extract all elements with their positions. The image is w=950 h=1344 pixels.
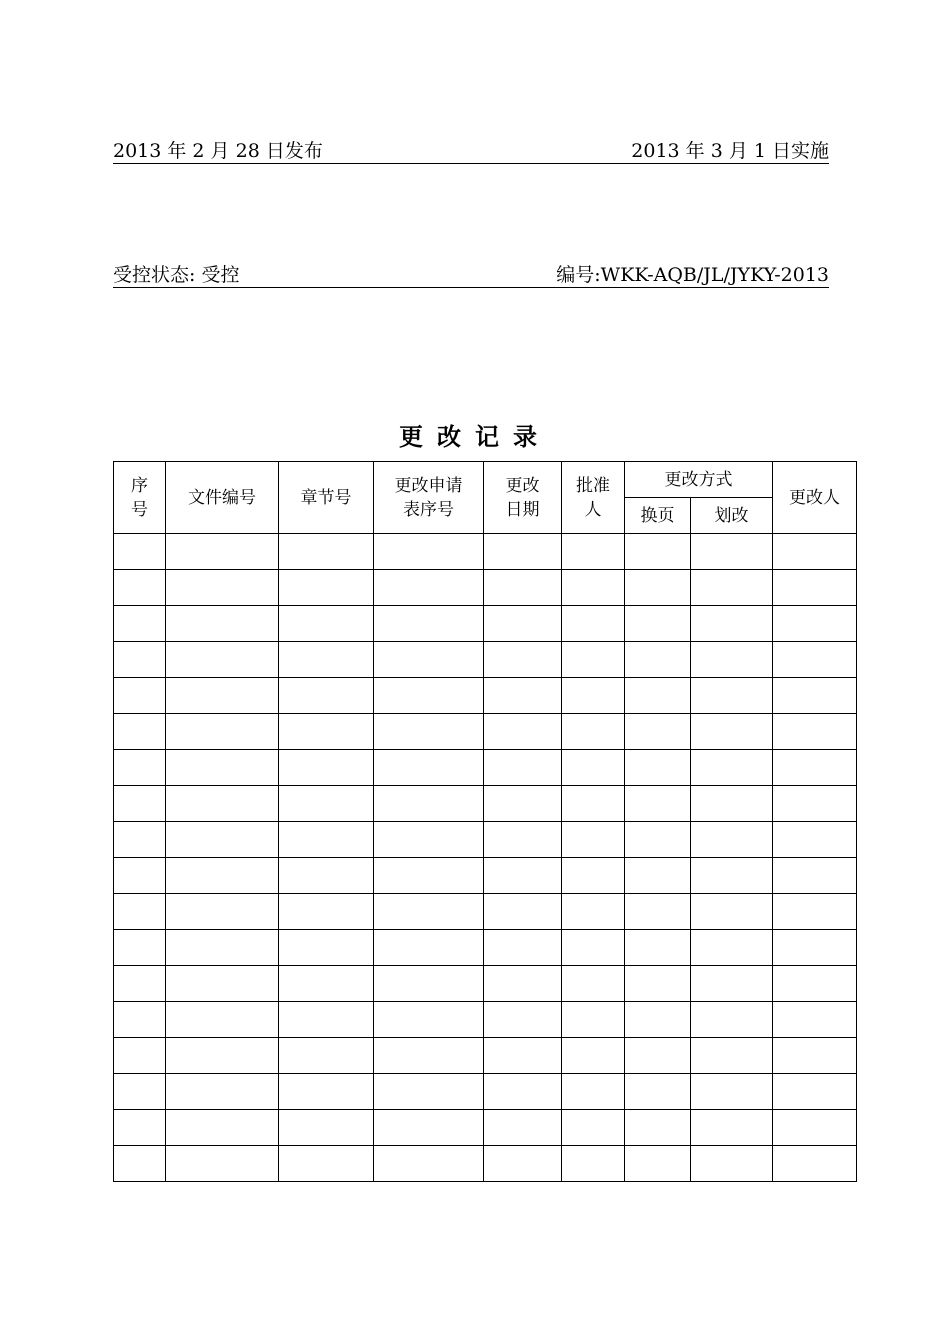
table-cell[interactable] [484,1074,562,1110]
table-cell[interactable] [374,570,484,606]
table-cell[interactable] [279,678,374,714]
table-cell[interactable] [773,1038,857,1074]
table-cell[interactable] [279,606,374,642]
header-modifier: 更改人 [773,462,857,534]
table-row [114,1038,857,1074]
table-cell[interactable] [562,822,625,858]
table-cell[interactable] [166,606,279,642]
table-cell[interactable] [166,1002,279,1038]
table-cell[interactable] [279,930,374,966]
table-cell[interactable] [484,858,562,894]
table-cell[interactable] [625,786,691,822]
table-row [114,534,857,570]
header-method-replace-page: 换页 [625,498,691,534]
table-row [114,822,857,858]
table-cell[interactable] [279,1038,374,1074]
table-row [114,930,857,966]
table-cell[interactable] [625,750,691,786]
table-cell[interactable] [114,570,166,606]
table-cell[interactable] [374,1038,484,1074]
table-cell[interactable] [374,786,484,822]
table-cell[interactable] [484,1038,562,1074]
table-cell[interactable] [166,858,279,894]
release-date: 2013 年 2 月 28 日发布 [113,140,323,162]
header-change-date-line1: 更改 [505,475,540,496]
table-cell[interactable] [562,1110,625,1146]
table-cell[interactable] [114,642,166,678]
table-cell[interactable] [562,750,625,786]
table-cell[interactable] [166,1110,279,1146]
header-seq-line1: 序 [131,475,148,496]
table-cell[interactable] [562,1038,625,1074]
table-cell[interactable] [625,606,691,642]
table-cell[interactable] [562,714,625,750]
table-cell[interactable] [773,1074,857,1110]
table-cell[interactable] [691,606,773,642]
table-cell[interactable] [484,1002,562,1038]
table-row [114,858,857,894]
table-cell[interactable] [773,714,857,750]
table-cell[interactable] [279,1074,374,1110]
table-cell[interactable] [484,606,562,642]
table-cell[interactable] [691,570,773,606]
table-cell[interactable] [562,678,625,714]
table-row [114,966,857,1002]
header-approver [562,462,625,534]
table-cell[interactable] [374,966,484,1002]
header-approver-line1: 批准 [576,475,610,496]
table-cell[interactable] [691,1074,773,1110]
table-cell[interactable] [484,966,562,1002]
table-row [114,678,857,714]
header-change-date [484,462,562,534]
table-cell[interactable] [691,642,773,678]
header-request-line2: 表序号 [403,499,454,520]
table-cell[interactable] [625,678,691,714]
table-row [114,786,857,822]
table-cell[interactable] [279,1110,374,1146]
table-cell[interactable] [374,894,484,930]
table-cell[interactable] [279,750,374,786]
table-cell[interactable] [625,1038,691,1074]
table-cell[interactable] [562,1002,625,1038]
table-cell[interactable] [374,534,484,570]
effective-date: 2013 年 3 月 1 日实施 [631,140,829,162]
table-cell[interactable] [374,858,484,894]
table-cell[interactable] [773,678,857,714]
table-cell[interactable] [625,1110,691,1146]
table-cell[interactable] [374,642,484,678]
table-cell[interactable] [625,570,691,606]
table-cell[interactable] [374,1074,484,1110]
table-cell[interactable] [279,822,374,858]
release-info-line [113,139,829,164]
table-cell[interactable] [562,1146,625,1182]
table-cell[interactable] [114,606,166,642]
table-cell[interactable] [166,570,279,606]
table-row [114,606,857,642]
table-cell[interactable] [484,750,562,786]
table-row [114,750,857,786]
table-cell[interactable] [114,1110,166,1146]
table-cell[interactable] [691,822,773,858]
table-cell[interactable] [562,1074,625,1110]
change-record-table [113,461,857,1182]
table-cell[interactable] [374,1110,484,1146]
table-cell[interactable] [279,894,374,930]
table-cell[interactable] [773,570,857,606]
table-cell[interactable] [484,570,562,606]
table-cell[interactable] [374,606,484,642]
table-cell[interactable] [691,1110,773,1146]
table-cell[interactable] [279,534,374,570]
table-cell[interactable] [279,642,374,678]
header-seq-line2: 号 [131,499,148,520]
header-request-number [374,462,484,534]
table-cell[interactable] [484,786,562,822]
table-cell[interactable] [625,1146,691,1182]
page-title: 更改记录 [399,423,551,451]
table-cell[interactable] [691,678,773,714]
table-cell[interactable] [562,642,625,678]
table-cell[interactable] [625,930,691,966]
table-cell[interactable] [773,1146,857,1182]
table-row [114,1074,857,1110]
table-cell[interactable] [374,822,484,858]
table-row [114,1146,857,1182]
table-cell[interactable] [484,930,562,966]
table-cell[interactable] [773,1002,857,1038]
table-cell[interactable] [691,894,773,930]
table-cell[interactable] [374,750,484,786]
table-cell[interactable] [625,966,691,1002]
table-cell[interactable] [625,642,691,678]
table-cell[interactable] [691,786,773,822]
header-change-date-line2: 日期 [505,499,540,520]
table-cell[interactable] [114,1074,166,1110]
table-cell[interactable] [279,714,374,750]
table-cell[interactable] [773,822,857,858]
table-cell[interactable] [166,1038,279,1074]
table-cell[interactable] [114,966,166,1002]
control-info-line [113,263,829,288]
table-cell[interactable] [625,894,691,930]
table-cell[interactable] [562,930,625,966]
table-cell[interactable] [773,858,857,894]
table-cell[interactable] [773,786,857,822]
table-cell[interactable] [773,894,857,930]
table-cell[interactable] [691,1002,773,1038]
control-status: 受控状态: 受控 [113,264,240,286]
table-cell[interactable] [691,750,773,786]
table-cell[interactable] [166,894,279,930]
table-cell[interactable] [114,750,166,786]
table-cell[interactable] [625,858,691,894]
table-cell[interactable] [773,642,857,678]
table-cell[interactable] [166,822,279,858]
table-cell[interactable] [279,1146,374,1182]
table-cell[interactable] [166,786,279,822]
table-cell[interactable] [562,534,625,570]
table-row [114,642,857,678]
header-change-method: 更改方式 [625,462,773,498]
table-cell[interactable] [114,786,166,822]
table-cell[interactable] [279,858,374,894]
table-cell[interactable] [166,750,279,786]
table-cell[interactable] [374,930,484,966]
table-cell[interactable] [484,822,562,858]
table-cell[interactable] [773,606,857,642]
table-cell[interactable] [374,1146,484,1182]
table-cell[interactable] [114,534,166,570]
header-approver-line2: 人 [584,499,602,520]
table-cell[interactable] [773,1110,857,1146]
header-method-strike-through: 划改 [691,498,773,534]
table-cell[interactable] [166,714,279,750]
table-cell[interactable] [114,858,166,894]
table-cell[interactable] [114,930,166,966]
table-cell[interactable] [484,714,562,750]
table-cell[interactable] [691,858,773,894]
table-cell[interactable] [279,1002,374,1038]
table-cell[interactable] [114,822,166,858]
table-cell[interactable] [166,966,279,1002]
table-cell[interactable] [484,534,562,570]
table-row [114,570,857,606]
table-cell[interactable] [773,966,857,1002]
table-cell[interactable] [484,678,562,714]
change-record-body [114,534,857,1182]
table-cell[interactable] [166,678,279,714]
table-cell[interactable] [691,1146,773,1182]
table-row [114,714,857,750]
table-cell[interactable] [484,642,562,678]
table-cell[interactable] [562,606,625,642]
table-cell[interactable] [484,1110,562,1146]
table-cell[interactable] [691,1038,773,1074]
table-cell[interactable] [562,786,625,822]
table-cell[interactable] [279,786,374,822]
table-cell[interactable] [166,930,279,966]
table-cell[interactable] [562,894,625,930]
table-cell[interactable] [374,714,484,750]
table-cell[interactable] [484,894,562,930]
table-cell[interactable] [114,714,166,750]
table-cell[interactable] [625,1074,691,1110]
table-cell[interactable] [773,930,857,966]
table-row [114,1002,857,1038]
table-cell[interactable] [773,750,857,786]
header-file-number: 文件编号 [166,462,279,534]
table-cell[interactable] [773,534,857,570]
table-cell[interactable] [374,1002,484,1038]
table-cell[interactable] [625,1002,691,1038]
table-cell[interactable] [279,570,374,606]
table-cell[interactable] [166,1074,279,1110]
table-cell[interactable] [625,822,691,858]
table-cell[interactable] [562,570,625,606]
table-cell[interactable] [562,858,625,894]
table-cell[interactable] [166,642,279,678]
header-request-line1: 更改申请 [394,475,463,496]
table-cell[interactable] [166,1146,279,1182]
table-cell[interactable] [374,678,484,714]
table-cell[interactable] [114,678,166,714]
table-cell[interactable] [691,966,773,1002]
table-cell[interactable] [279,966,374,1002]
table-cell[interactable] [691,930,773,966]
table-cell[interactable] [114,1002,166,1038]
table-cell[interactable] [166,534,279,570]
table-cell[interactable] [691,534,773,570]
document-number: 编号:WKK-AQB/JL/JYKY-2013 [556,264,829,286]
table-row [114,894,857,930]
table-cell[interactable] [484,1146,562,1182]
table-cell[interactable] [562,966,625,1002]
table-cell[interactable] [625,714,691,750]
table-cell[interactable] [114,1038,166,1074]
table-row [114,1110,857,1146]
header-seq [114,462,166,534]
table-cell[interactable] [691,714,773,750]
header-section-number: 章节号 [279,462,374,534]
table-cell[interactable] [625,534,691,570]
table-cell[interactable] [114,894,166,930]
table-cell[interactable] [114,1146,166,1182]
